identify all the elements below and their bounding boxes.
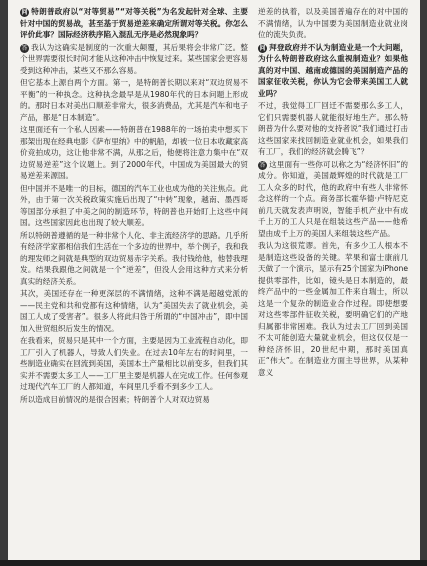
paragraph-5: 其次，美国还存在一种更深层的不满情绪，这种不满是超越党派的——民主党和共和党都有这种情绪，认为“美国失去了就业机会，美国工人成了受害者”。很多人将此归咎于所谓的“中国冲击”，即中国加入世贸组织后发生的情况。 (20, 289, 248, 333)
right-column (258, 6, 408, 560)
question-1-text: 特朗普政府以“对等贸易”“对等关税”为名发起针对全球、主要针对中国的贸易战，甚至基于贸易逆差来确定所谓对等关税。你怎么评价此事？国际经济秩序陷入混乱无序是必然现象吗？ (20, 7, 248, 39)
question-marker-icon: 问 (259, 44, 266, 52)
answer-2 (258, 159, 408, 240)
answer-marker-icon: 答 (259, 161, 266, 169)
document-page (8, 0, 420, 560)
left-column (20, 6, 248, 538)
paragraph-3: 但中国并不是唯一的目标，德国的汽车工业也成为他的关注焦点。此外，由于第一次关税政策实施后出现了“中转”现象，越南、墨西哥等国部分承担了中美之间的制造环节，特朗普也开始盯上这些中间国。这些国家因此也出现了较大顺差。 (20, 183, 248, 227)
answer-1-text: 我认为这确实是制度的一次重大颠覆，其后果将会非常广泛。整个世界需要很长时间才能从这种冲击中恢复过来。某些国家会更容易受到这种冲击，某些又不那么容易。 (20, 42, 248, 75)
paragraph-4: 所以特朗普遵循的是一种非常个人化、非主流经济学的思路。几乎所有经济学家都相信我们生活在一个多边的世界中，举个例子，我和我的理发师之间就是典型的双边贸易赤字关系。我付钱给他，他替我理发。结果我跟他之间就是一个“逆差”，但没人会用这种方式来分析真实的经济关系。 (20, 230, 248, 286)
paragraph-7: 所以造成目前情况的是很合因素；特朗普个人对双边贸易 (20, 394, 210, 404)
answer-1 (20, 42, 248, 77)
question-2-text: 拜登政府并不认为制造业是一个大问题，为什么特朗普政府这么重视制造业？如果他真的对中国、越南或德国的美国制造产品的国家征收关税，你认为它会带来美国工人就业吗？ (258, 42, 408, 98)
question-1 (20, 6, 248, 41)
question-2 (258, 42, 408, 100)
right-paragraph-3: 我认为这很荒谬。首先，有多少工人根本不是制造这些设备的关键。苹果和富士康前几天做了一个演示，显示有25个国家为iPhone提供零部件，比如，镜头是日本制造的，最终产品中的一些金属加工件来自瑞士，所以这是一个复杂的制造业合作过程。即使想要对这些零部件征收关税，要明确它们的产地归属都非常困难。我认为过去工厂回到美国不太可能创造大量就业机会，但这仅仅是一种经济怀旧，20世纪中期，那时美国真正“伟大”。在制造业方面主导世界，从某种意义 (258, 241, 408, 377)
answer-marker-icon: 答 (21, 44, 28, 52)
paragraph-6: 在我看来，贸易只是其中一个方面，主要是因为工业流程自动化，即工厂引入了机器人，导致人们失业。在过去10年左右的时间里，一些制造业确实在回流到美国，美国本土产量相比以前变多，但我们其实并不需要太多工人——工厂里主要是机器人在完成工作。任何参观过现代汽车工厂的人都知道，车间里几乎看不到多少工人。 (20, 336, 248, 391)
right-paragraph-1: 逆差的执着，以及美国普遍存在的对中国的不满情绪，认为中国要为美国制造业就业岗位的流失负责。 (258, 7, 408, 39)
right-paragraph-2: 不过，我觉得工厂回迁不需要那么多工人，它们只需要机器人就能很好地生产。那么特朗普为什么要对他的支持者说“我们通过打击这些国家来找回制造业就业机会，如果我们有工厂，我们的经济就会腾飞”？ (258, 101, 408, 156)
question-marker-icon: 问 (21, 9, 28, 16)
bottom-edge (0, 560, 427, 566)
paragraph-2: 这里面还有一个私人因素——特朗普在1988年的一场拍卖中想买下那架出现在经典电影《萨布里纳》中的帆船，却被一位日本收藏家高价竞拍成功，这让他非常不满，从那之后，他便将注意力集中在“双边贸易逆差”这个议题上。到了2000年代，中国成为美国最大的贸易逆差来源国。 (20, 125, 248, 180)
answer-2-text: 这里面有一些你可以称之为“经济怀旧”的成分。你知道，美国最辉煌的时代就是工厂工人众多的时代，他的政府中有些人非常怀念这样的一个点。商务部长霍华德·卢特尼克前几天就发表声明说，智能手机产业中有成千上万的工人只是在组装这些产品——他希望由成千上万的美国人来组装这些产品。 (258, 159, 408, 238)
paragraph-1: 但它基本上源自两个方面。第一，是特朗普长期以来对“双边贸易不平衡”的一种执念。这种执念最早是从1980年代的日本问题上形成的。那时日本对美出口顺差非常大，很多消费品，尤其是汽车和电子产品，都是“日本制造”。 (20, 78, 248, 122)
